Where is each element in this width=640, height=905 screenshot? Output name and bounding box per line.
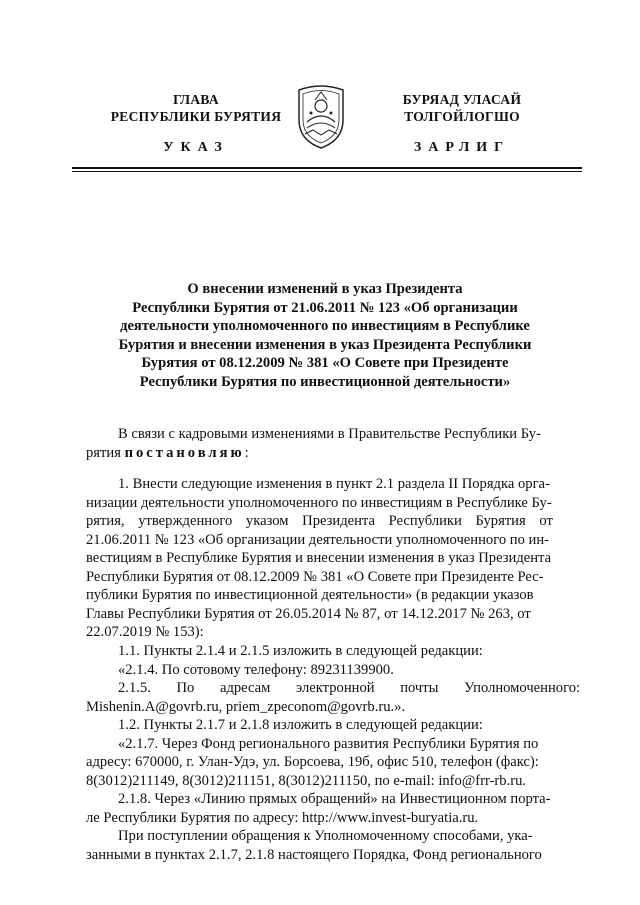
subitem-2-1-8-line: ле Республики Бурятия по адресу: http://www.invest-buryatia.ru. xyxy=(86,809,479,826)
subitem-2-1-5-line-2: Mishenin.A@govrb.ru, priem_zpeconom@govrb.ru.». xyxy=(86,698,406,715)
title-line: О внесении изменений в указ Президента xyxy=(187,281,463,297)
subitem-2-1-4: «2.1.4. По сотовому телефону: 89231139900. xyxy=(118,661,394,678)
paragraph-line: публики Бурятия по инвестиционной деятельности» (в редакции указов xyxy=(86,587,534,603)
subitem-1-1: 1.1. Пункты 2.1.4 и 2.1.5 изложить в следующей редакции: xyxy=(118,643,483,659)
final-paragraph-line: занными в пунктах 2.1.7, 2.1.8 настоящего Порядка, Фонд регионального xyxy=(86,846,542,863)
paragraph-line: 22.07.2019 № 153): xyxy=(86,624,204,640)
subitem-2-1-7-line: адресу: 670000, г. Улан-Удэ, ул. Борсоева, 19б, офис 510, телефон (факс): xyxy=(86,754,539,770)
preamble-line-2 xyxy=(86,444,572,463)
subitem-1-2: 1.2. Пункты 2.1.7 и 2.1.8 изложить в следующей редакции: xyxy=(118,717,483,733)
paragraph-line: рятия, утвержденного указом Президента Республики Бурятия от xyxy=(86,513,553,529)
header-right-line-2: ТОЛГОЙЛОГШО xyxy=(404,109,520,124)
title-line: Бурятия от 08.12.2009 № 381 «О Совете при Президенте xyxy=(141,355,509,371)
title-line: Республики Бурятия от 21.06.2011 № 123 «Об организации xyxy=(132,299,518,316)
preamble-suffix: : xyxy=(244,444,249,461)
subitem-2-1-8-line: 2.1.8. Через «Линию прямых обращений» на Инвестиционном порта- xyxy=(118,791,551,807)
header-right-title xyxy=(352,91,572,125)
title-line: деятельности уполномоченного по инвестициям в Республике xyxy=(120,318,530,334)
header-divider-thin xyxy=(72,171,582,172)
title-line: Республики Бурятия по инвестиционной деятельности» xyxy=(139,373,511,390)
header-left-line-2: РЕСПУБЛИКИ БУРЯТИЯ xyxy=(110,109,282,124)
title-line: Бурятия и внесении изменения в указ Президента Республики xyxy=(118,336,532,353)
final-paragraph-line: При поступлении обращения к Уполномоченному способами, ука- xyxy=(118,828,533,844)
paragraph-line: вестициям в Республике Бурятия и внесении изменения в указ Президента xyxy=(86,550,552,566)
paragraph-1 xyxy=(86,475,572,642)
header-left-line-1: ГЛАВА xyxy=(173,92,219,107)
paragraph-line: 21.06.2011 № 123 «Об организации деятельности уполномоченного по ин- xyxy=(86,531,550,548)
subitem-2-1-5-line-1: 2.1.5. По адресам электронной почты Уполномоченного: xyxy=(118,680,581,696)
subitem-2-1-7-line: 8(3012)211149, 8(3012)211151, 8(3012)211150, по e-mail: info@frr-rb.ru. xyxy=(86,772,527,789)
subitem-2-1-7-line: «2.1.7. Через Фонд регионального развития Республики Бурятия по xyxy=(118,735,539,752)
paragraph-line: Главы Республики Бурятия от 26.05.2014 № 87, от 14.12.2017 № 263, от xyxy=(86,605,531,622)
paragraph-line: 1. Внести следующие изменения в пункт 2.1 раздела II Порядка орга- xyxy=(118,476,550,492)
subitems xyxy=(86,642,581,864)
paragraph-line: Республики Бурятия от 08.12.2009 № 381 «О Совете при Президенте Рес- xyxy=(86,568,544,585)
doc-type-left: УКАЗ xyxy=(163,140,229,155)
preamble xyxy=(86,425,572,462)
paragraph-line: низации деятельности уполномоченного по инвестициям в Республике Бу- xyxy=(86,494,552,511)
document-title xyxy=(80,280,570,391)
preamble-line-1: В связи с кадровыми изменениями в Правительстве Республики Бу- xyxy=(118,426,541,442)
header-divider-thick xyxy=(72,167,582,169)
decree-verb: постановляю xyxy=(124,444,245,461)
header-right-line-1: БУРЯАД УЛАСАЙ xyxy=(402,92,522,107)
doc-type-right: ЗАРЛИГ xyxy=(413,140,511,155)
header-left-title xyxy=(86,91,306,125)
preamble-prefix: рятия xyxy=(86,444,125,461)
